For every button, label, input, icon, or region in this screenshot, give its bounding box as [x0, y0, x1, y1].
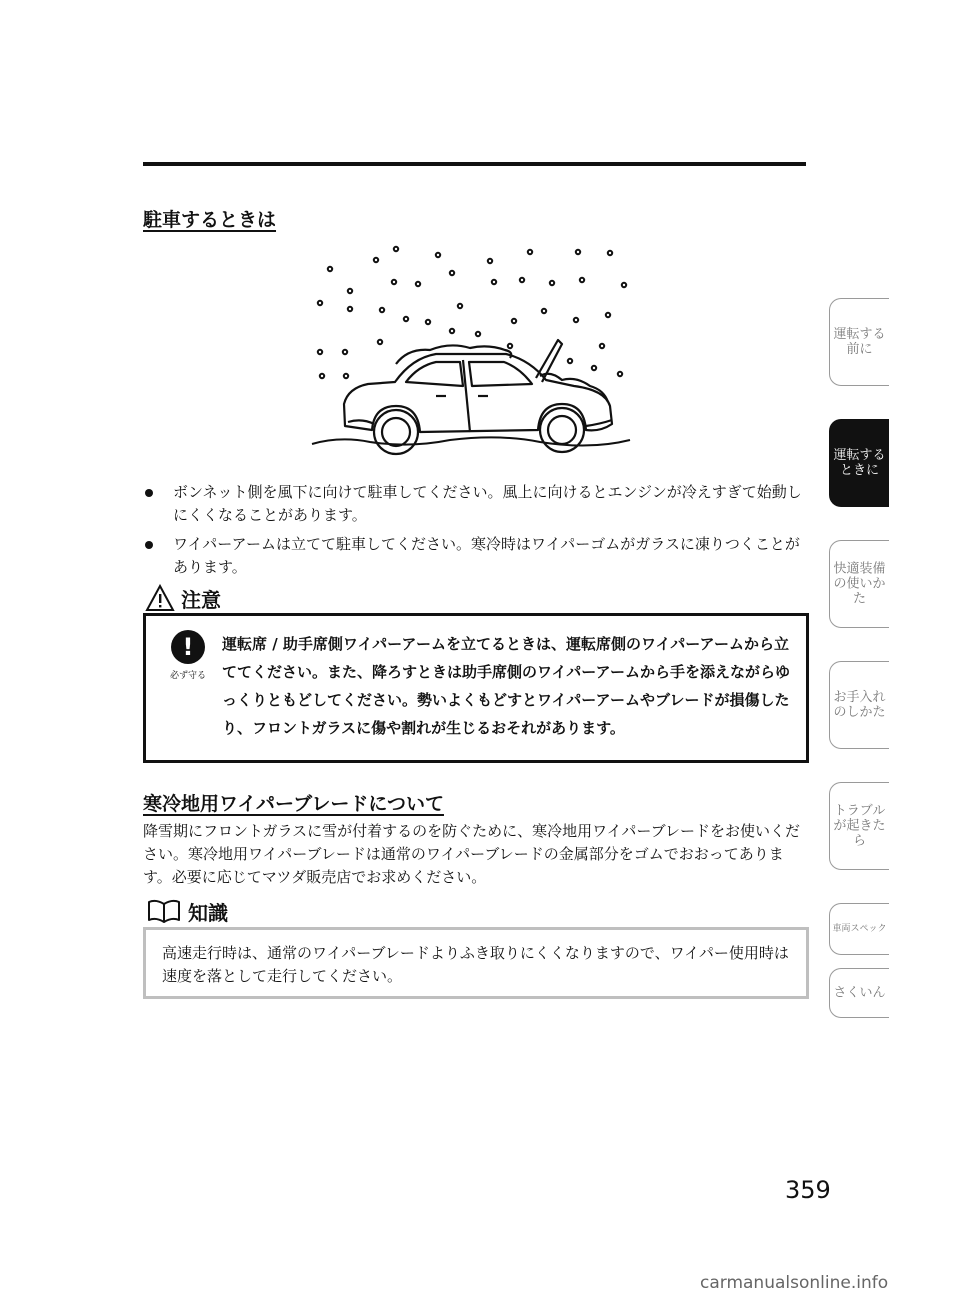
exclamation-icon: !	[171, 630, 205, 664]
tab-troubleshooting[interactable]: トラブルが起きたら	[829, 782, 889, 870]
tab-index[interactable]: さくいん	[829, 968, 889, 1018]
list-item: ワイパーアームは立てて駐車してください。寒冷時はワイパーゴムがガラスに凍りつくことがあります。	[143, 533, 808, 579]
section-title-wiper-blade: 寒冷地用ワイパーブレードについて	[143, 793, 444, 815]
open-book-icon	[146, 898, 182, 924]
watermark: carmanualsonline.info	[700, 1273, 889, 1293]
tab-comfort-features[interactable]: 快適装備の使いかた	[829, 540, 889, 628]
caution-box	[143, 613, 809, 763]
knowledge-heading	[146, 895, 228, 927]
caution-heading	[145, 583, 221, 613]
must-follow-mark	[166, 630, 210, 681]
tab-before-driving[interactable]: 運転する前に	[829, 298, 889, 386]
must-follow-label: 必ず守る	[169, 671, 206, 681]
caution-text: 運転席 / 助手席側ワイパーアームを立てるときは、運転席側のワイパーアームから立ててください。また、降ろすときは助手席側のワイパーアームから手を添えながらゆっくりともどしてください。勢いよくもどすとワイパーアームやブレードが損傷したり、フロントガラスに傷や割れが生じるおそれがあります。	[222, 635, 791, 737]
page-number: 359	[785, 1176, 831, 1204]
parking-bullet-list	[143, 481, 808, 585]
section-title-parking: 駐車するときは	[143, 209, 277, 231]
tab-vehicle-specs[interactable]: 車両スペック	[829, 903, 889, 955]
snow-car-illustration	[300, 236, 640, 458]
tab-maintenance[interactable]: お手入れのしかた	[829, 661, 889, 749]
caution-label: 注意	[181, 587, 221, 612]
list-item: ボンネット側を風下に向けて駐車してください。風上に向けるとエンジンが冷えすぎて始動しにくくなることがあります。	[143, 481, 808, 527]
bullet-dot-icon	[145, 489, 153, 497]
knowledge-text: 高速走行時は、通常のワイパーブレードよりふき取りにくくなりますので、ワイパー使用時は速度を落として走行してください。	[162, 944, 789, 985]
tab-while-driving[interactable]: 運転するときに	[829, 419, 889, 507]
bullet-dot-icon	[145, 541, 153, 549]
wiper-blade-paragraph: 降雪期にフロントガラスに雪が付着するのを防ぐために、寒冷地用ワイパーブレードをお使いください。寒冷地用ワイパーブレードは通常のワイパーブレードの金属部分をゴムでおおってあります。必要に応じてマツダ販売店でお求めください。	[143, 822, 801, 886]
warning-triangle-icon	[145, 584, 175, 612]
knowledge-label: 知識	[188, 900, 228, 925]
knowledge-box	[143, 927, 809, 999]
top-rule	[143, 162, 806, 166]
